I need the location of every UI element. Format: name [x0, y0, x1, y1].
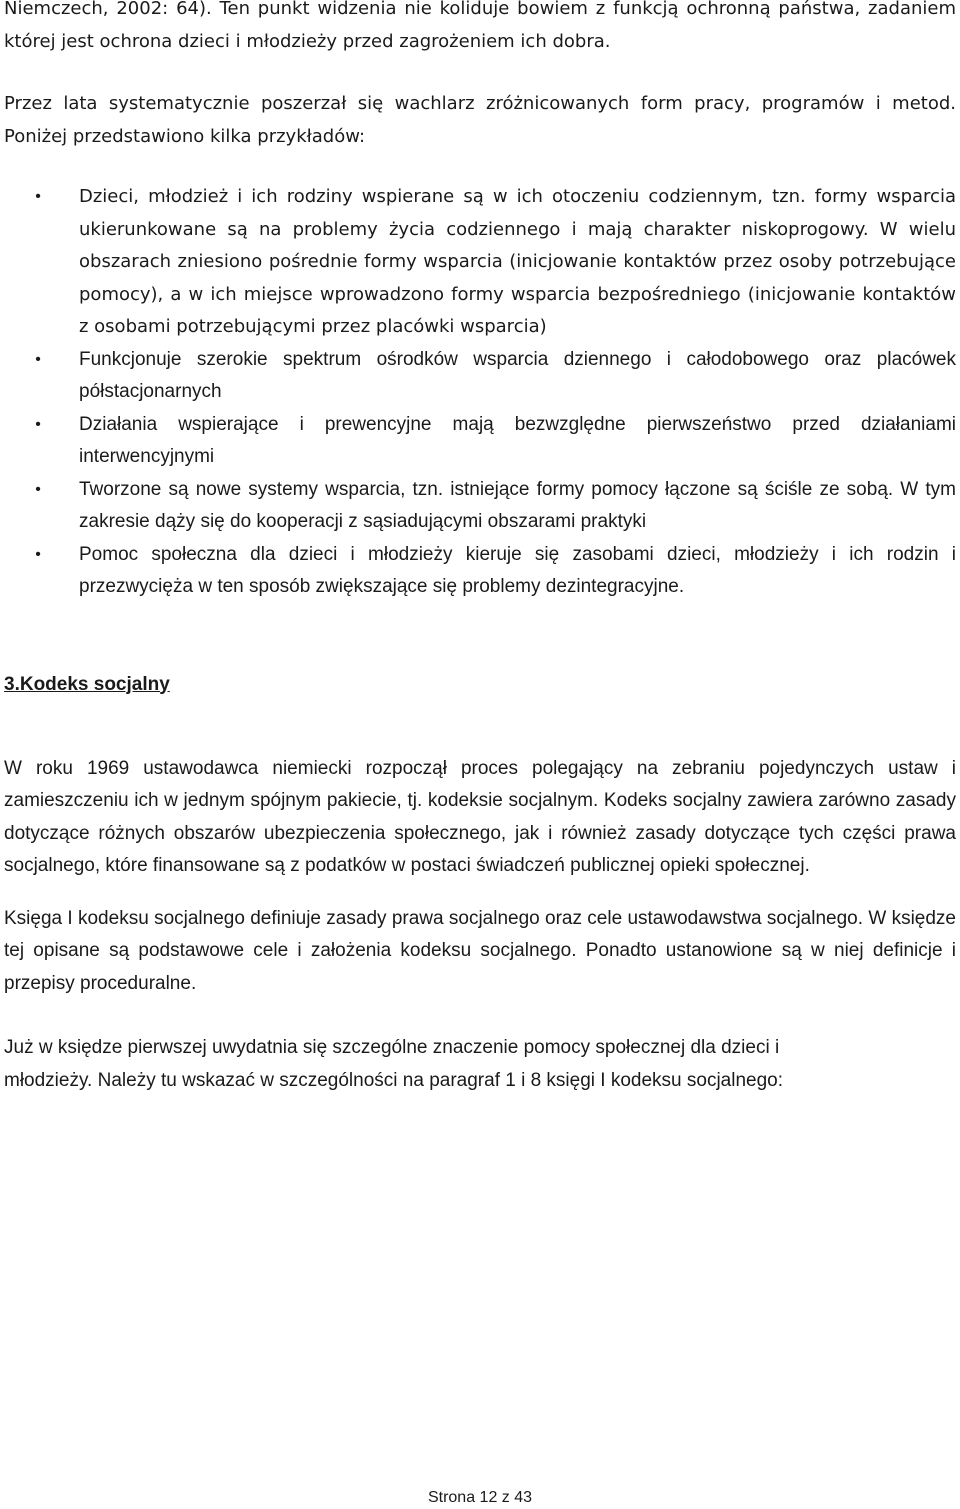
paragraph-book-one: Księga I kodeksu socjalnego definiuje zasady prawa socjalnego oraz cele ustawodawstwa socjalnego. W księdze tej opisane są podstawowe cele i założenia kodeksu socjalnego. Ponadto ustanowione są w niej definicje i przepisy proceduralne. — [4, 907, 956, 994]
paragraph-line: młodzieży. Należy tu wskazać w szczególności na paragraf 1 i 8 księgi I kodeksu socjalnego: — [4, 1069, 784, 1091]
bullet-list — [4, 181, 956, 604]
list-item-text: Działania wspierające i prewencyjne mają bezwzględne pierwszeństwo przed działaniami interwencyjnymi — [79, 413, 956, 467]
paragraph-line: Już w księdze pierwszej uwydatnia się szczególne znaczenie pomocy społecznej dla dzieci i — [4, 1037, 780, 1058]
paragraph-intro: Niemczech, 2002: 64). Ten punkt widzenia nie koliduje bowiem z funkcją ochronną państwa, zadaniem której jest ochrona dzieci i młodzieży przed zagrożeniem ich dobra. — [4, 0, 956, 52]
section-heading: 3.Kodeks socjalny — [4, 673, 170, 695]
paragraph-youth-aid — [4, 1032, 956, 1097]
list-item-text: Pomoc społeczna dla dzieci i młodzieży kieruje się zasobami dzieci, młodzieży i ich rodzin i przezwycięża w ten sposób zwiększające się problemy dezintegracyjne. — [79, 543, 956, 597]
list-item — [4, 344, 956, 409]
bullet-icon: • — [35, 350, 41, 368]
paragraph-code-history: W roku 1969 ustawodawca niemiecki rozpoczął proces polegający na zebraniu pojedynczych ustaw i zamieszczeniu ich w jednym spójnym pakiecie, tj. kodeksie socjalnym. Kodeks socjalny zawiera zarówno zasady dotyczące różnych obszarów ubezpieczenia społecznego, jak i również zasady dotyczące tych części prawa socjalnego, które finansowane są z podatków w postaci świadczeń publicznej opieki społecznej. — [4, 757, 956, 876]
list-item — [4, 181, 956, 344]
list-item — [4, 539, 956, 604]
list-item — [4, 409, 956, 474]
bullet-icon: • — [35, 545, 41, 563]
paragraph-forms: Przez lata systematycznie poszerzał się wachlarz zróżnicowanych form pracy, programów i metod. Poniżej przedstawiono kilka przykładów: — [4, 93, 956, 147]
bullet-icon: • — [35, 188, 41, 205]
list-item-text: Tworzone są nowe systemy wsparcia, tzn. istniejące formy pomocy łączone są ściśle ze sobą. W tym zakresie dąży się do kooperacji z sąsiadującymi obszarami praktyki — [79, 478, 956, 532]
page-number: Strona 12 z 43 — [427, 1489, 533, 1506]
list-item — [4, 474, 956, 539]
list-item-text: Dzieci, młodzież i ich rodziny wspierane są w ich otoczeniu codziennym, tzn. formy wsparcia ukierunkowane są na problemy życia codziennego i mają charakter niskoprogowy. W wielu obszarach zniesiono pośrednie formy wsparcia (inicjowanie kontaktów przez osoby potrzebujące pomocy), a w ich miejsce wprowadzono formy wsparcia bezpośredniego (inicjowanie kontaktów z osobami potrzebującymi przez placówki wsparcia) — [79, 186, 956, 337]
list-item-text: Funkcjonuje szerokie spektrum ośrodków wsparcia dziennego i całodobowego oraz placówek półstacjonarnych — [79, 348, 956, 402]
document-page — [4, 0, 956, 1097]
bullet-icon: • — [35, 415, 41, 433]
bullet-icon: • — [35, 480, 41, 498]
